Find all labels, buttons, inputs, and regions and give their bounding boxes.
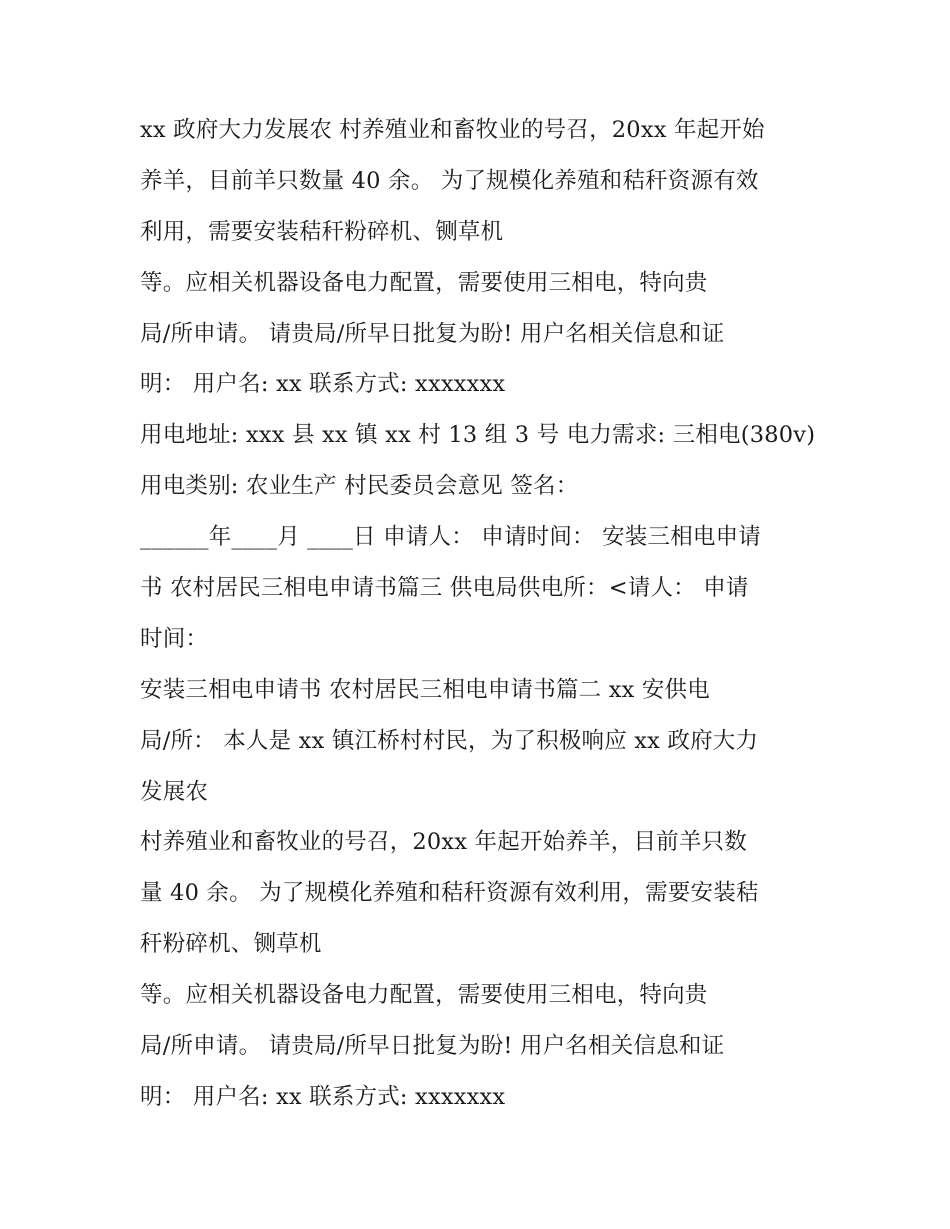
text-line: 量 40 余。 为了规模化养殖和秸秆资源有效利用，需要安装秸 <box>140 880 759 907</box>
text-line: 村养殖业和畜牧业的号召，20xx 年起开始养羊，目前羊只数 <box>140 829 747 856</box>
text-line: 书 农村居民三相电申请书篇三 供电局供电所：<请人： 申请 <box>140 575 749 602</box>
text-line: 等。应相关机器设备电力配置，需要使用三相电，特向贵 <box>140 269 708 296</box>
text-line: 明： 用户名: xx 联系方式: xxxxxxx <box>140 1083 506 1110</box>
text-line: 时间： <box>140 625 209 652</box>
text-line: 局/所申请。 请贵局/所早日批复为盼! 用户名相关信息和证 <box>140 1033 725 1060</box>
text-line: 秆粉碎机、铡草机 <box>140 931 322 958</box>
text-line: 等。应相关机器设备电力配置，需要使用三相电，特向贵 <box>140 982 708 1009</box>
text-line: 局/所： 本人是 xx 镇江桥村村民，为了积极响应 xx 政府大力 <box>140 727 759 754</box>
text-line: 利用，需要安装秸秆粉碎机、铡草机 <box>140 218 504 245</box>
text-line: 养羊，目前羊只数量 40 余。 为了规模化养殖和秸秆资源有效 <box>140 167 759 194</box>
document-body <box>140 105 840 1123</box>
text-line: 发展农 <box>140 778 209 805</box>
text-line: xx 政府大力发展农 村养殖业和畜牧业的号召，20xx 年起开始 <box>140 117 765 143</box>
text-line: ______年____月 ____日 申请人： 申请时间： 安装三相电申请 <box>140 524 762 551</box>
text-line: 局/所申请。 请贵局/所早日批复为盼! 用户名相关信息和证 <box>140 320 725 347</box>
text-line: 用电地址: xxx 县 xx 镇 xx 村 13 组 3 号 电力需求: 三相电(380v) <box>140 422 816 449</box>
text-line: 安装三相电申请书 农村居民三相电申请书篇二 xx 安供电 <box>140 676 710 703</box>
text-line: 用电类别: 农业生产 村民委员会意见 签名： <box>140 473 579 500</box>
text-line: 明： 用户名: xx 联系方式: xxxxxxx <box>140 371 506 398</box>
